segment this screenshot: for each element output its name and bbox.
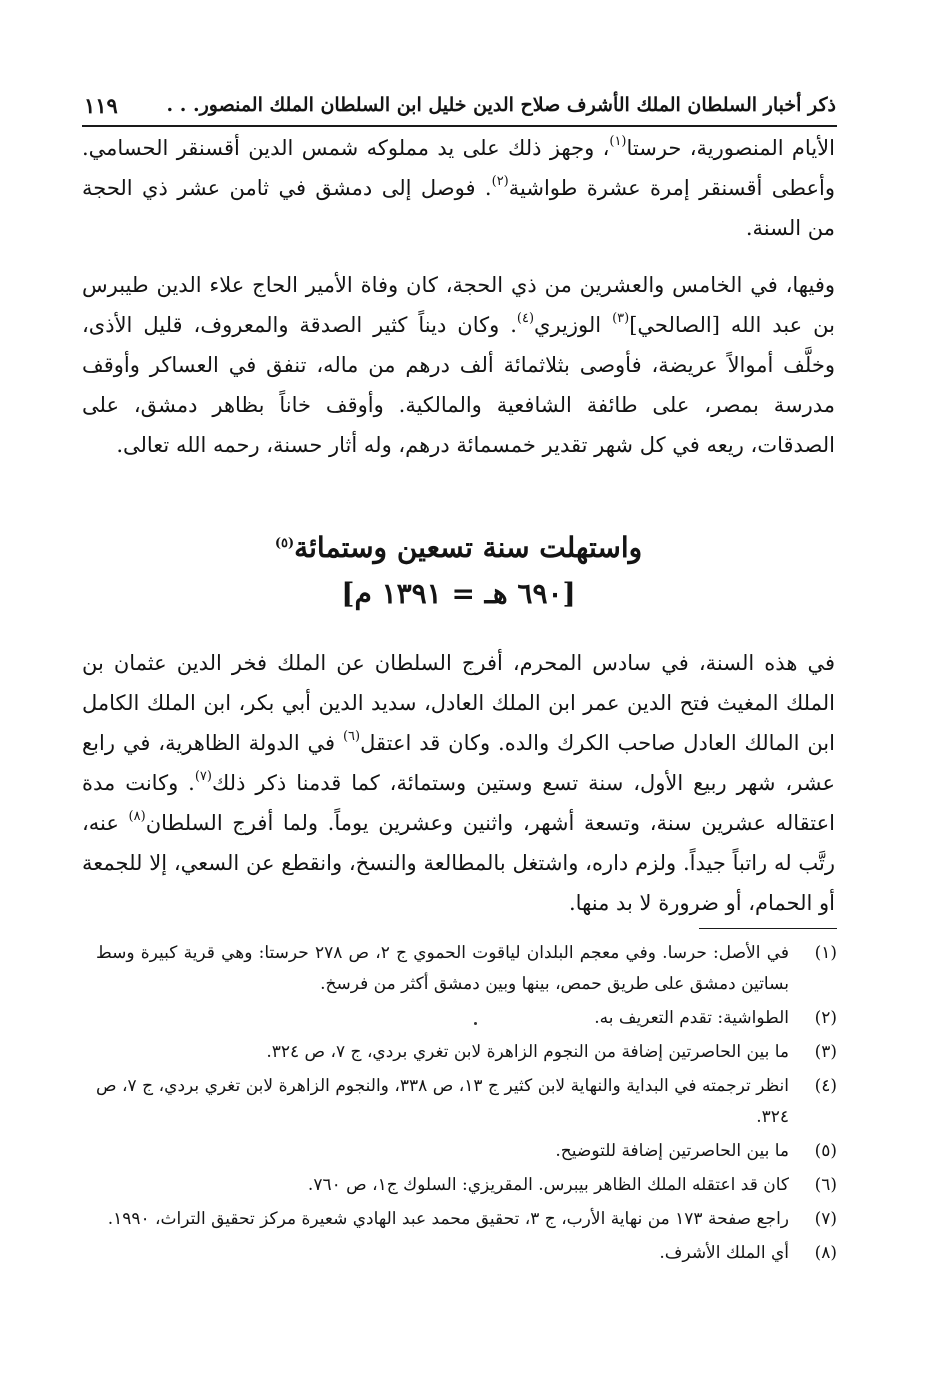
footnote-text: الطواشية: تقدم التعريف به. xyxy=(594,1008,789,1028)
footnote xyxy=(96,1238,837,1269)
footnote-number: (٣) xyxy=(814,1042,837,1062)
footnote-ref-8: (٨) xyxy=(128,809,146,824)
footnote-ref-6: (٦) xyxy=(342,729,361,744)
section-heading xyxy=(82,526,835,618)
running-header xyxy=(84,88,836,122)
footnote xyxy=(96,938,837,1000)
paragraph-1: الأيام المنصورية، حرستا$^{(١)}$، وجهز ذلك على يد مملوكه شمس الدين أقسنقر الحسامي. وأعطى أقسنقر إمرة عشرة طواشية$^{(٢)}$. فوصل إلى دمشق في ثامن عشر ذي الحجة من السنة. xyxy=(82,134,835,240)
scan-speck xyxy=(474,1022,477,1025)
footnote-ref-5: (٥) xyxy=(274,536,295,551)
footnote-ref-3: (٣) xyxy=(612,311,630,326)
header-rule xyxy=(82,125,837,127)
footnote xyxy=(96,1170,837,1201)
section-date: [٦٩٠ هـ = ١٣٩١ م] xyxy=(341,577,576,610)
footnote xyxy=(96,1037,837,1068)
footnote-text: أي الملك الأشرف. xyxy=(659,1243,789,1263)
header-title: ذكر أخبار السلطان الملك الأشرف صلاح الدين خليل ابن السلطان الملك المنصور. . . xyxy=(166,94,836,116)
footnote-number: (٨) xyxy=(814,1243,837,1263)
footnote-number: (١) xyxy=(814,943,837,963)
footnote-text: ما بين الحاصرتين إضافة من النجوم الزاهرة لابن تغري بردي، ج ٧، ص ٣٢٤. xyxy=(266,1042,789,1062)
footnote xyxy=(96,1071,837,1133)
paragraph-2: وفيها، في الخامس والعشرين من ذي الحجة، كان وفاة الأمير الحاج علاء الدين طيبرس بن عبد الله [الصالحي]$^{(٣)}$ الوزيري$^{(٤)}$. وكان ديناً كثير الصدقة والمعروف، قليل الأذى، وخلَّف أموالاً عريضة، فأوصى بثلاثمائة ألف درهم من ماله، تنفق في العساكر وأوقف مدرسة بمصر، على طائفة الشافعية والمالكية. وأوقف خاناً بظاهر دمشق، على الصدقات، ريعه في كل شهر تقدير خمسمائة درهم، وله أثار حسنة، رحمه الله تعالى. xyxy=(82,273,835,457)
footnote-divider xyxy=(699,928,837,929)
section-title: واستهلت سنة تسعين وستمائة$^{(٥)}$ xyxy=(274,531,643,564)
page-number: ١١٩ xyxy=(84,92,118,118)
footnote xyxy=(96,1136,837,1167)
footnote-ref-1: (١) xyxy=(609,134,627,149)
footnote-text: في الأصل: حرسا. وفي معجم البلدان لياقوت الحموي ج ٢، ص ٢٧٨ حرستا: وهي قرية كبيرة وسط بساتين دمشق على طريق حمص، بينها وبين دمشق أكثر من فرسخ. xyxy=(96,943,789,994)
footnote-number: (٦) xyxy=(814,1175,837,1195)
footnote-text: راجع صفحة ١٧٣ من نهاية الأرب، ج ٣، تحقيق محمد عبد الهادي شعيرة مركز تحقيق التراث، ١٩٩٠. xyxy=(107,1209,789,1229)
footnote-ref-2: (٢) xyxy=(491,174,509,189)
footnotes xyxy=(96,938,837,1272)
footnote xyxy=(96,1003,837,1034)
footnote-number: (٥) xyxy=(814,1141,837,1161)
footnote xyxy=(96,1204,837,1235)
footnote-number: (٧) xyxy=(814,1209,837,1229)
paragraph-3: في هذه السنة، في سادس المحرم، أفرج السلطان عن الملك فخر الدين عثمان بن الملك المغيث فتح الدين عمر ابن الملك العادل، سديد الدين أبي بكر، ابن الملك الكامل ابن المالك العادل صاحب الكرك والده. وكان قد اعتقل$^{(٦)}$ في الدولة الظاهرية، في رابع عشر، شهر ربيع الأول، سنة تسع وستين وستمائة، كما قدمنا ذكر ذلك$^{(٧)}$. وكانت مدة اعتقاله عشرين سنة، وتسعة أشهر، واثنين وعشرين يوماً. ولما أفرج السلطان$^{(٨)}$ عنه، رتَّب له راتباً جيداً. ولزم داره، واشتغل بالمطالعة والنسخ، وانقطع عن السعي، إلا للجمعة أو الحمام، أو ضرورة لا بد منها. xyxy=(82,651,835,915)
footnote-ref-4: (٤) xyxy=(516,311,535,326)
footnote-text: انظر ترجمته في البداية والنهاية لابن كثير ج ١٣، ص ٣٣٨، والنجوم الزاهرة لابن تغري بردي، ج ٧، ص ٣٢٤. xyxy=(96,1076,789,1127)
footnote-ref-7: (٧) xyxy=(194,769,212,784)
footnote-text: كان قد اعتقله الملك الظاهر بيبرس. المقريزي: السلوك ج١، ص ٧٦٠. xyxy=(307,1175,789,1195)
footnote-number: (٤) xyxy=(814,1076,837,1096)
footnote-number: (٢) xyxy=(814,1008,837,1028)
footnote-text: ما بين الحاصرتين إضافة للتوضيح. xyxy=(555,1141,789,1161)
